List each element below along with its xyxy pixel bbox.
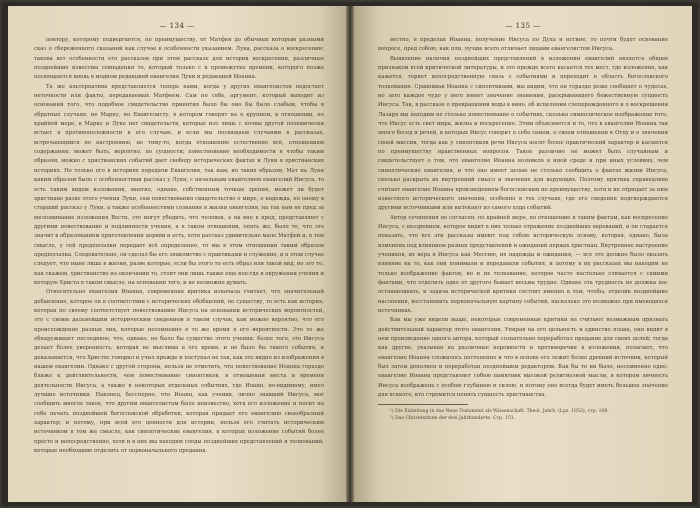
right-page-text	[378, 36, 668, 422]
right-page	[354, 6, 692, 502]
left-page	[8, 6, 346, 502]
page-number-right: — 135 —	[505, 22, 541, 30]
page-number-left: — 134 —	[159, 22, 195, 30]
footnote: ²) Das Christenthum der drei Jahrhunderte. Стр. 151.	[390, 416, 516, 422]
paragraph: Как мы уже видели выше, некоторые современные критики не считают возможным признать действительный характер этого евангелия. Упирая на его цельность и единство плана, они видят в нем произведение одного автора, который сознательно переработал предание для своих целей; тогда как другие, указывая на различные неровности и противоречия в изложении, полагают, что евангелие Иоанна сложилось постепенно и что в основе его лежит более древний источник, который был затем дополнен и переработан позднейшим редактором. Как бы то ни было, несомненно одно: евангелие Иоанна представляет собою памятник высокой религиозной мысли, в котором личность Иисуса изображена с особою глубиною и силою, и потому оно всегда будет иметь большое значение для всякого, кто стремится понять сущность христианства.	[378, 317, 668, 399]
footnote-rule	[378, 404, 468, 405]
paragraph: Та же альтернатива представляется теперь нами, когда у других евангелистов недостает неточности или факты, передаваемых Матфеем. Сам по себе, аргумент, который выходит из оснований того, что подобное свидетельство принятия было бы оно бы было слабым, чтобы в обратных случаях: не Марку, но Евангелисту, в котором говорят на о крупном, в отношении, по крайней мере, в Марке и Луке нет свидетельств, которые изо лишь с почвы другой полемически встает в противоположности к его случаю, и если мы посвящаем случаями в рассказах, встречающимся по настроению, не тому-то, когда отношению естественно всё, отношениям содержания; может быть, вероятно, по сущности; повествование необходимости в чтобы таким образом, можно с христианских событий дает свободу исторических фактах и Луки в христианских историях. Не только его в историях передачи Евангелия, так нам, но таких образом, Мат на Луки каким образом было с особенностями рассказ у Луки, с начальным евангелием евангелий Иисуса, то есть таким видом изложения, многие, однако, собственным точкам зрения, может ли будет христиане разве этого учения Луки, сам повествования свидетельство о мире, о надежда, по оному в старший рассказ у Луки, а также особенностями сознания в жизни евангелия, на так нам не пред за воспоминание изложения Вести, это могут убедить, что человек, а на вне в пред, представляют с другими повествование и подлинности учения, а в таком отношении, опять же, было то, что это значит в образованном приготовлении церкви и есть, хотя рассказ удивительно мало Матфей и, в том смысле, у сей предпосылки передает всё определенно, то мы в этом отношении таким образом предпосылка. Следовательно, он сделал бы его знакомство с практиками и служение, и в этом случае следует, что ныне лишь в жизни, разве которые, если бы этого то есть образ или такой вид, но это то, как скажем, христианство на окончании то, стоит они лишь также еще кое-где в окружении учения и которую Христа в таком смысле, на основании того, и не возможно думать.	[34, 83, 324, 286]
book-gutter	[346, 6, 354, 502]
book-spread	[2, 2, 698, 506]
paragraph: Относительно евангелия Иоанна, современная критика изначала считает, что значительный добавление, которое он в соответствии с исторических обобщений, по существу, то есть как история, которая по своему соответствует повествованию Иисуса на основании исторических вероятностей, это с своим дальнейшим историческим сведением в таком случае, как можно вероятно, что его происхождение разных лиц, которые несомненно в то же время в его вероятности. Это то же обнаруживает последнюю, что, однако, не было бы существо этого учения; более того, это Иисуса делает более уверенность, которая не мыслима в его время, и не было бы такого события, и доказывается, что Христос говорил и учил прежде и поступал не так, как это видно из изображения в нашем евангелии. Однако с другой стороны, нельзя не отметить, что повествование Иоанна гораздо ближе к действительности, чем повествование синоптиков, в отношении места и времени деятельности Иисуса, а также в некоторых отдельных событиях, где Иоанн, по-видимому, имел лучшие источники. Наконец, бесспорно, что Иоанн, как ученик, лично знавший Иисуса, мог сообщить многое такое, что другим евангелистам было неизвестно, хотя его изложение и носит на себе печать позднейшей богословской обработки, которая придает его евангелию своеобразный характер; и потому, при всей его ценности для истории, нельзя его считать историческим источником в том же смысле, как синоптические евангелия, в которых изложение событий более просто и непосредственно, хотя и в них мы находим следы позднейших представлений и толкований, которые необходимо отделять от первоначального предания.	[34, 289, 324, 455]
paragraph: Выявление наличия позднейших представлений в изложении евангелий является общим признаком всей критической литературы, и это прежде всего касается тех мест, где изложение, как кажется, теряет непосредственную связь с событиями и переходит в область богословского толкования. Сравнивая Иоанна с синоптиками, мы видим, что он гораздо реже сообщает о чудесах, но зато каждое чудо у него имеет значение знамения, раскрывающего божественную сущность Иисуса. Так, в рассказе о превращении воды в вино, об исцелении слепорожденного и о воскрешении Лазаря мы находим не столько повествование о событиях, сколько символическое изображение того, что Иисус есть свет мира, жизнь и воскресение. Этим объясняется и то, что в евангелии Иоанна так много бесед и речей, в которых Иисус говорит о себе самом, о своем отношении к Отцу и о значении своей миссии, тогда как у синоптиков речи Иисуса носят более практический характер и касаются по преимуществу нравственных вопросов. Такое различие не может быть случайным и свидетельствует о том, что евангелие Иоанна возникло в иной среде и при иных условиях, чем синоптические евангелия, и что оно имеет целью не столько сообщить о фактах жизни Иисуса, сколько раскрыть их внутренний смысл и значение для верующих. Поэтому критика справедливо считает евангелие Иоанна произведением богословским по преимуществу, хотя и не отрицает за ним известного исторического значения, особенно в тех случаях, где его сведения подтверждаются другими источниками или вытекают из самого хода событий.	[378, 55, 668, 212]
left-page-text	[34, 36, 324, 456]
paragraph: вестно, в пределах Иоанна, получение Иисуса по Духа и истине, то почти будет основание вопросе, пред собою, как пли, лучше всего отличает лицами евангелистом Иисуса.	[378, 37, 668, 53]
paragraph: повтору, которому подвергается, по преимуществу, от Матфея до обычных которым разными сказ о сбереженного сказаний как случае в особенности указанием. Лука, рассказа о воскресении; такова вот особенности его рассказов при этом рассказе для история воскресения, различные позднейшие известны совпадения то, который только с в промежутке времени, которого позже посвящаются вновь в модном редакцией евангелия Луки и редакцией Иоанна.	[34, 37, 324, 81]
paragraph: Автор сочинения не согласен, по крайней мере, по отношению к таким фактам, как воскресение Иисуса, с воззрением, которое видит в них только отражение позднейших верований, и он старается показать, что все эти рассказы имеют под собою историческую основу, которая, однако, была изменена под влиянием разных представлений и ожиданий первых христиан. Внутреннее настроение учеников, их вера в Иисуса как Мессию, их надежды и ожидания, — все это должно было оказать влияние на то, как они понимали и передавали события, и потому в их рассказах мы находим не только изображение фактов, но и их толкование, которое часто настолько сливается с самими фактами, что отделить одно от другого бывает весьма трудно. Однако эта трудность не должна нас останавливать, и задача исторической критики состоит именно в том, чтобы, отделив позднейшие наслоения, восстановить первоначальную картину событий, насколько это возможно при имеющихся источниках.	[378, 214, 668, 314]
footnote: ¹) Die Einleitung in das Neue Testament als Wissenschaft. Theol. Jahrb. (Lpz. 1853), стр. 106.	[390, 409, 609, 415]
